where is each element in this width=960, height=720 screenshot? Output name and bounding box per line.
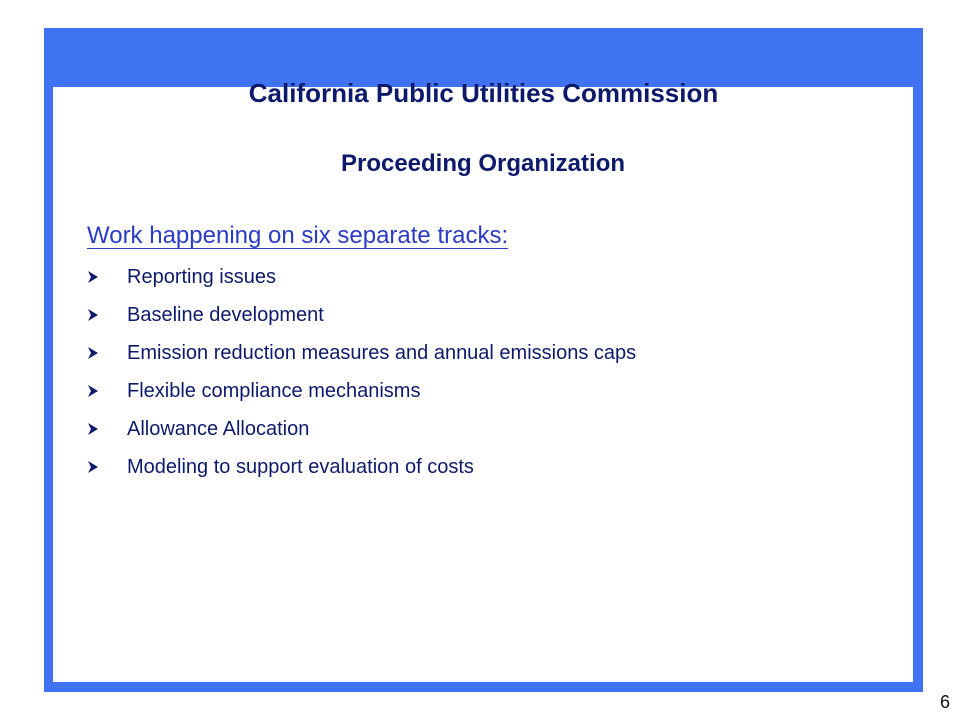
arrow-bullet-icon <box>87 347 127 359</box>
bullet-text: Emission reduction measures and annual emissions caps <box>127 341 637 364</box>
bullet-item <box>87 258 636 296</box>
arrow-bullet-icon <box>87 461 127 473</box>
arrow-bullet-icon <box>87 271 127 283</box>
bullet-item <box>87 448 636 486</box>
slide-content <box>53 87 913 682</box>
arrow-bullet-icon <box>87 385 127 397</box>
bullet-text: Reporting issues <box>127 265 276 288</box>
bullet-item <box>87 372 636 410</box>
bullet-text: Flexible compliance mechanisms <box>127 379 421 402</box>
bullet-item <box>87 410 636 448</box>
section-heading: Work happening on six separate tracks: <box>87 222 509 249</box>
arrow-bullet-icon <box>87 423 127 435</box>
slide-subtitle: Proceeding Organization <box>340 150 626 177</box>
slide-frame <box>44 28 923 692</box>
bullet-text: Baseline development <box>127 303 324 326</box>
page-number: 6 <box>939 692 950 712</box>
header-title: California Public Utilities Commission <box>248 78 719 108</box>
bullet-text: Allowance Allocation <box>127 417 310 440</box>
bullet-item <box>87 296 636 334</box>
bullet-list <box>87 258 636 486</box>
bullet-text: Modeling to support evaluation of costs <box>127 455 474 478</box>
arrow-bullet-icon <box>87 309 127 321</box>
bullet-item <box>87 334 636 372</box>
